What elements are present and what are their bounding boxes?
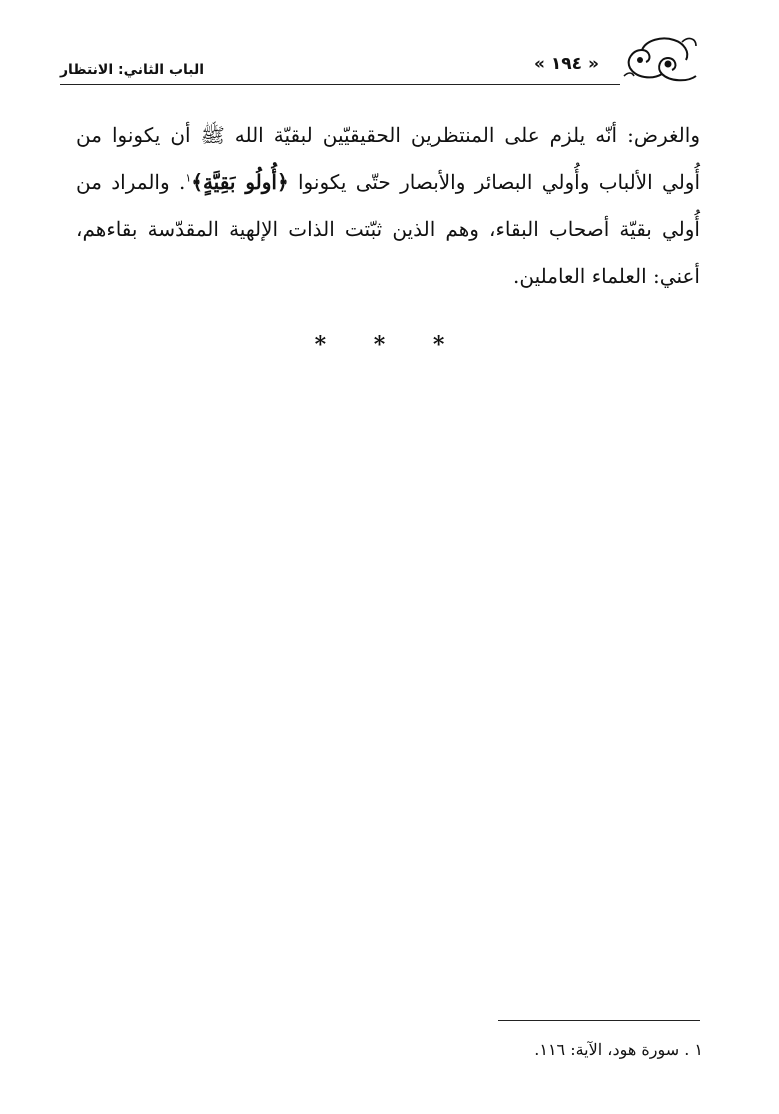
quran-phrase: ﴿أُولُو بَقِيَّةٍ﴾ xyxy=(191,170,289,194)
section-separator: * * * xyxy=(314,332,465,358)
page-number: « ١٩٤ » xyxy=(534,54,599,74)
body-paragraph xyxy=(76,112,700,300)
body-text-part1: والغرض: أنّه يلزم على المنتظرين الحقيقيّين لبقيّة الله ﷺ أن يكونوا من أُولي الألباب وأُولي البصائر والأبصار حتّى يكونوا xyxy=(76,123,701,194)
ornament-icon xyxy=(618,32,700,84)
page-header xyxy=(60,28,700,84)
chapter-title: الباب الثاني: الانتظار xyxy=(60,62,205,78)
body-text-part2: . والمراد من أُولي بقيّة أصحاب البقاء، وهم الذين ثبّتت الذات الإلهية المقدّسة بقاءهم، أعني: العلماء العاملين. xyxy=(76,170,700,288)
footnote-divider xyxy=(498,1020,700,1021)
header-divider xyxy=(60,84,620,85)
footnote: ١ . سورة هود، الآية: ١١٦. xyxy=(534,1040,703,1059)
footnote-reference[interactable]: ١ xyxy=(185,171,192,185)
